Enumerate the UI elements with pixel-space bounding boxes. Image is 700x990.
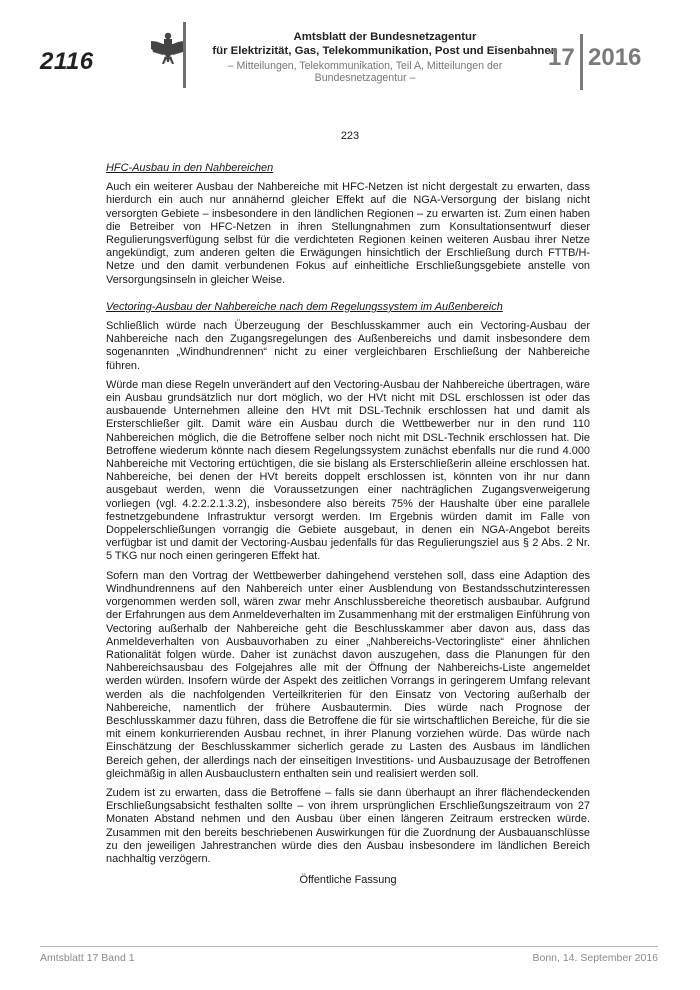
document-body	[106, 162, 590, 893]
paragraph: Würde man diese Regeln unverändert auf den Vectoring-Ausbau der Nahbereiche übertragen, wäre ein Ausbau grundsätzlich nur dort möglich, wo der HVt nicht mit DSL erschlossen ist oder das ausbauende Unternehmen alleine den HVt mit DSL-Technik erschlossen hat und damit als Ersterschließer gilt. Damit wäre ein Ausbau durch die Wettbewerber nur in den rund 110 Nahbereichen möglich, die die Betroffene selber noch nicht mit DSL-Technik erschlossen hat. Die Betroffene wiederum könnte nach diesem Regelungssystem zunächst ebenfalls nur die rund 4.000 Nahbereiche mit Vectoring ertüchtigen, die sie bislang als Ersterschließerin alleine erschlossen hat. Nahbereiche, bei denen der HVt bereits doppelt erschlossen ist, könnten von ihr nur dann ausgebaut werden, wenn die Voraussetzungen einer nachträglichen Zugangsverweigerung vorliegen (vgl. 4.2.2.2.1.3.2), insbesondere also bereits 75% der Haushalte über eine parallele festnetzgebundene Infrastruktur versorgt werden. Im Ergebnis würden damit im Falle von Doppelerschließungen vorrangig die Gebiete ausgebaut, in denen ein NGA-Angebot bereits verfügbar ist und damit der Vectoring-Ausbau jedenfalls für das Regulierungsziel aus § 2 Abs. 2 Nr. 5 TKG nur noch einen geringeren Effekt hat.	[106, 378, 590, 563]
section-heading-vectoring: Vectoring-Ausbau der Nahbereiche nach dem Regelungssystem im Außenbereich	[106, 300, 503, 313]
document-page-marker: 223	[340, 130, 360, 142]
publication-title	[200, 30, 570, 58]
page-number: 2116	[40, 48, 94, 75]
paragraph: Sofern man den Vortrag der Wettbewerber dahingehend verstehen soll, dass eine Adaption des Windhundrennens auf den Nahbereich unter einer Ausblendung von Bestandsschutzinteressen vorgenommen werden soll, wären zwar mehr Anschlussbereiche theoretisch ausbaubar. Aufgrund der Erfahrungen aus dem Anmeldeverhalten im Zusammenhang mit der erstmaligen Einführung von Vectoring außerhalb der Nahbereiche geht die Beschlusskammer aber davon aus, dass das Anmeldeverhalten von Ausbauvorhaben zu einer „Nahbereichs-Vectoringliste“ einer ähnlichen Rationalität folgen würde. Daher ist zunächst davon auszugehen, dass die Planungen für den Nahbereichsausbau des Folgejahres alle mit der Öffnung der Nahbereichs-Liste angemeldet werden würden. Insofern würde der Aspekt des zeitlichen Vorrangs in geringerem Umfang relevant werden als die nachfolgenden Verteilkriterien für den Einsatz von Vectoring außerhalb der Nahbereiche, namentlich der frühere Ausbautermin. Dies würde nach Prognose der Beschlusskammer dazu führen, dass die Betroffene die für sie wirtschaftlichen Bereiche, für die sie mit einem konkurrierenden Ausbau rechnet, in ihrer Planung vorziehen würde. Das würde nach Einschätzung der Beschlusskammer sicherlich gerade zu Lasten des Ausbaus im ländlichen Bereich gehen, der allerdings nach der einseitigen Investitions- und Ausbauzusage der Betroffenen gleichmäßig in allen Ausbauclustern enthalten sein und realisiert werden soll.	[106, 569, 590, 780]
footer-divider	[40, 946, 658, 947]
issue-divider	[580, 34, 583, 90]
footer-date: Bonn, 14. September 2016	[532, 952, 658, 964]
header-divider	[183, 22, 186, 88]
federal-eagle-icon	[150, 30, 186, 68]
issue-year: 2016	[588, 44, 642, 71]
title-line-1: Amtsblatt der Bundesnetzagentur	[293, 31, 477, 43]
paragraph: Auch ein weiterer Ausbau der Nahbereiche mit HFC-Netzen ist nicht dergestalt zu erwarten, dass hierdurch ein auch nur annähernd gleicher Effekt auf die NGA-Versorgung der bislang nicht versorgten Gebiete – insbesondere in den ländlichen Regionen – zu erwarten ist. Zum einen haben die Betreiber von HFC-Netzen in ihren Stellungnahmen zum Konsultationsentwurf dieser Regulierungsverfügung selbst für die verdichteten Regionen keinen weiteren Ausbau ihrer Netze angekündigt, zum anderen gelten die Erwägungen hinsichtlich der Erschließung durch FTTB/H-Netze und den damit verbundenen Fokus auf einheitliche Erschließungsgebiete anstelle von Versorgungsinseln in gleicher Weise.	[106, 181, 590, 286]
page-header	[0, 0, 700, 100]
footer-volume: Amtsblatt 17 Band 1	[40, 952, 135, 964]
paragraph: Zudem ist zu erwarten, dass die Betroffene – falls sie dann überhaupt an ihrer flächendeckenden Erschließungsabsicht festhalten sollte – von ihrem ursprünglichen Erschließungszeitraum von 27 Monaten Abstand nehmen und den Ausbau über einen längeren Zeitraum erstrecken würde. Zusammen mit den bereits beschriebenen Auswirkungen für die Zuordnung der Ausbauanschlüsse zu den jeweiligen Jahrestranchen würde dies den Ausbau insbesondere im ländlichen Bereich nachhaltig verzögern.	[106, 786, 590, 865]
publication-subtitle: – Mitteilungen, Telekommunikation, Teil A, Mitteilungen der Bundesnetzagentur –	[227, 60, 503, 84]
section-heading-hfc: HFC-Ausbau in den Nahbereichen	[106, 162, 274, 174]
title-line-2: für Elektrizität, Gas, Telekommunikation, Post und Eisenbahnen	[212, 45, 558, 57]
version-label: Öffentliche Fassung	[299, 874, 397, 887]
paragraph: Schließlich würde nach Überzeugung der Beschlusskammer auch ein Vectoring-Ausbau der Nahbereiche nach den Zugangsregelungen des Außenbereichs und damit insbesondere dem sogenannten „Windhundrennen“ nicht zu einer vergleichbaren Erschließung der Nahbereiche führen.	[106, 320, 590, 372]
issue-number: 17	[548, 44, 575, 71]
